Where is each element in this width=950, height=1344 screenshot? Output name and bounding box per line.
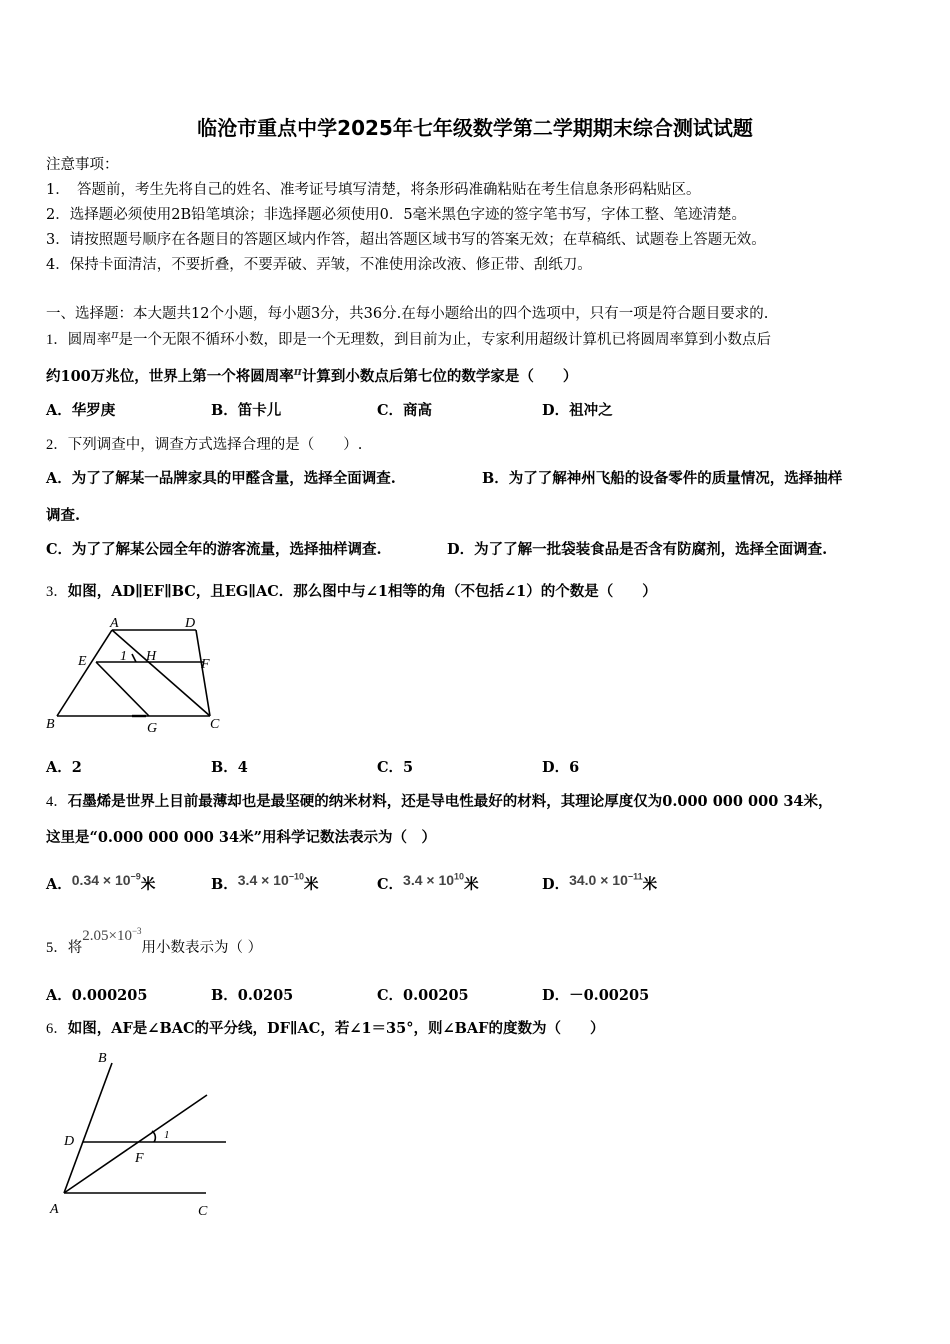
notice-item-1: 1． 答题前，考生先将自己的姓名、准考证号填写清楚，将条形码准确粘贴在考生信息条形码粘贴区。 [46,182,701,198]
pi-symbol: π [293,365,302,379]
q1-option-c[interactable]: C．商高 [377,402,433,419]
label-c: C [210,717,220,732]
line-ab [57,630,112,716]
q4-option-a[interactable]: A．$0.34 \times 10^{-9}$米 [46,871,156,893]
q1-option-d[interactable]: D．祖冲之 [542,402,613,419]
q5-option-a[interactable]: A．0.000205 [46,987,148,1004]
question-3: 3．如图，AD∥EF∥BC，且EG∥AC．那么图中与∠1相等的角（不包括∠1）的个数是（ ） [46,583,657,600]
q3-option-c[interactable]: C．5 [377,759,414,776]
question-4-line2: 这里是“0.000 000 000 34米”用科学记数法表示为（ ） [46,829,436,846]
label-f: F [135,1151,144,1166]
q2-option-a[interactable]: A．为了了解某一品牌家具的甲醛含量，选择全面调查. [46,470,396,487]
label-f: F [201,657,210,672]
q3-option-a[interactable]: A．2 [46,759,82,776]
q3-figure [40,610,240,740]
q4-option-d[interactable]: D．$34.0 \times 10^{-11}$米 [542,871,658,893]
pi-symbol: π [111,328,119,342]
question-2: 2．下列调查中，调查方式选择合理的是（ ）. [46,437,363,453]
q3-option-b[interactable]: B．4 [211,759,248,776]
notice-item-2: 2．选择题必须使用2B铅笔填涂；非选择题必须使用0．5毫米黑色字迹的签字笔书写，字体工整、笔迹清楚。 [46,207,747,223]
notice-item-3: 3．请按照题号顺序在各题目的答题区域内作答，超出答题区域书写的答案无效；在草稿纸、试题卷上答题无效。 [46,232,766,248]
notice-item-4: 4．保持卡面清洁，不要折叠，不要弄破、弄皱，不准使用涂改液、修正带、刮纸刀。 [46,257,592,273]
question-6: 6．如图，AF是∠BAC的平分线，DF∥AC，若∠1＝35°，则∠BAF的度数为（ ） [46,1020,605,1037]
q2-option-d[interactable]: D．为了了解一批袋装食品是否含有防腐剂，选择全面调查. [447,541,828,558]
q6-figure [40,1045,240,1225]
section-heading: 一、选择题：本大题共12个小题，每小题3分，共36分.在每小题给出的四个选项中，只有一项是符合题目要求的. [46,306,769,322]
angle-1-mark [132,654,136,662]
q2-option-b-cont: 调查. [46,507,81,524]
question-5: 5．将$2.05\times 10^{-3}$用小数表示为（ ） [46,926,263,956]
q5-option-d[interactable]: D．－0.00205 [542,987,650,1004]
label-1: 1 [120,649,127,664]
q3-option-d[interactable]: D．6 [542,759,580,776]
page-title: 临沧市重点中学2025年七年级数学第二学期期末综合测试试题 [197,116,753,140]
label-a: A [110,616,119,631]
label-1: 1 [164,1129,170,1141]
formula: $2.05\times 10^{-3}$ [82,926,142,944]
ray-af [64,1095,207,1193]
question-4: 4．石墨烯是世界上目前最薄却也是最坚硬的纳米材料，还是导电性最好的材料，其理论厚度仅为0.000 000 000 34米， [46,793,833,810]
formula: $34.0 \times 10^{-11}$ [569,871,643,888]
formula: $3.4 \times 10^{10}$ [403,871,465,888]
line-dc [196,630,210,716]
formula: $0.34 \times 10^{-9}$ [71,871,141,888]
label-d: D [64,1134,75,1149]
question-1: 1．圆周率$^\pi$是一个无限不循环小数，即是一个无理数，到目前为止，专家利用超级计算机已将圆周率算到小数点后 [46,328,771,348]
q4-option-b[interactable]: B．$3.4 \times 10^{-10}$米 [211,871,319,893]
label-b: B [46,717,55,732]
q2-option-b[interactable]: B．为了了解神州飞船的设备零件的质量情况，选择抽样 [482,470,843,487]
q1-option-b[interactable]: B．笛卡儿 [211,402,282,419]
q1-option-a[interactable]: A．华罗庚 [46,402,116,419]
label-c: C [198,1204,208,1219]
q5-option-b[interactable]: B．0.0205 [211,987,294,1004]
label-b: B [98,1051,107,1066]
q4-option-c[interactable]: C．$3.4 \times 10^{10}$米 [377,871,479,893]
label-h: H [146,649,157,664]
label-e: E [78,654,87,669]
formula: $3.4 \times 10^{-10}$ [237,871,305,888]
question-1-line2: 约100万兆位，世界上第一个将圆周率$^\pi$计算到小数点后第七位的数学家是（ ） [46,365,578,385]
label-a: A [50,1202,59,1217]
question-number: 1． [46,332,68,348]
ray-ab [64,1063,112,1193]
line-eg [96,662,149,716]
notice-heading: 注意事项： [46,157,119,173]
label-d: D [185,616,196,631]
label-g: G [147,721,158,736]
q5-option-c[interactable]: C．0.00205 [377,987,469,1004]
line-ac [112,630,210,716]
q2-option-c[interactable]: C．为了了解某公园全年的游客流量，选择抽样调查. [46,541,382,558]
